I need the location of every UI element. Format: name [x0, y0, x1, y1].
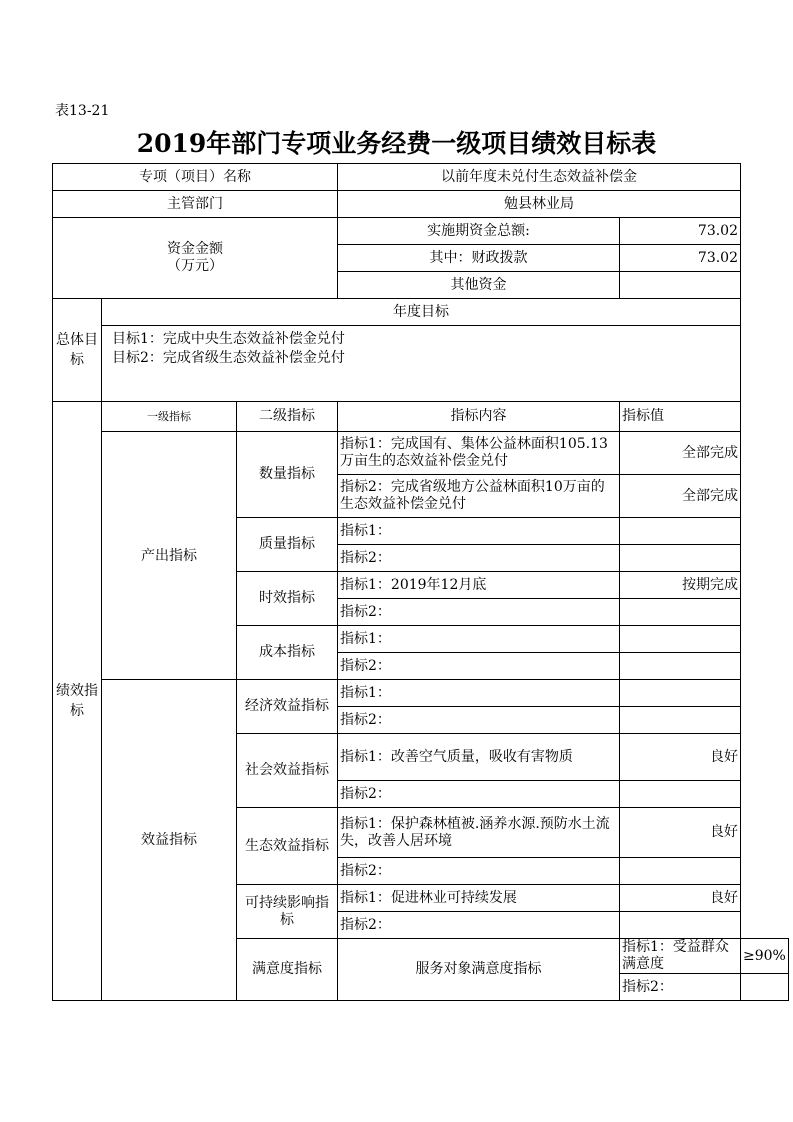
satisfaction-indicator-label: 满意度指标 — [237, 939, 338, 1001]
service-label: 服务对象满意度指标 — [338, 939, 620, 1001]
indicator-content: 指标2： — [338, 858, 620, 885]
indicator-value — [620, 518, 741, 545]
col-value-header: 指标值 — [620, 402, 741, 432]
indicator-value: 全部完成 — [620, 432, 741, 475]
indicator-content: 指标2： — [338, 707, 620, 734]
indicator-content: 指标2： — [338, 781, 620, 808]
indicator-value: 良好 — [620, 734, 741, 781]
indicator-content: 指标2： — [620, 974, 741, 1001]
indicator-content: 指标2： — [338, 599, 620, 626]
indicator-value — [620, 599, 741, 626]
indicator-content: 指标2：完成省级地方公益林面积10万亩的生态效益补偿金兑付 — [338, 475, 620, 518]
output-indicator-label: 产出指标 — [102, 432, 237, 680]
indicator-content: 指标1：受益群众满意度 — [620, 939, 741, 974]
indicator-value — [620, 653, 741, 680]
col-level1-header: 一级指标 — [102, 402, 237, 432]
fund-label: 资金金额 — [167, 241, 223, 257]
indicator-content: 指标2： — [338, 545, 620, 572]
total-fund-value: 73.02 — [620, 218, 741, 245]
performance-table — [52, 163, 789, 1001]
sustainable-label: 可持续影响指标 — [237, 885, 338, 939]
social-label: 社会效益指标 — [237, 734, 338, 808]
quantity-label: 数量指标 — [237, 432, 338, 518]
total-fund-label: 实施期资金总额: — [338, 218, 620, 245]
timeliness-label: 时效指标 — [237, 572, 338, 626]
indicator-value: 良好 — [620, 808, 741, 858]
page-title: 2019年部门专项业务经费一级项目绩效目标表 — [136, 129, 657, 158]
dept-value: 勉县林业局 — [338, 191, 741, 218]
economic-label: 经济效益指标 — [237, 680, 338, 734]
cost-label: 成本指标 — [237, 626, 338, 680]
fiscal-fund-label: 其中：财政拨款 — [338, 245, 620, 272]
fiscal-fund-value: 73.02 — [620, 245, 741, 272]
other-fund-label: 其他资金 — [338, 272, 620, 299]
indicator-content: 指标1： — [338, 518, 620, 545]
indicator-value — [620, 707, 741, 734]
col-level2-header: 二级指标 — [237, 402, 338, 432]
table-code: 表13-21 — [55, 103, 110, 119]
year-goal-header: 年度目标 — [102, 299, 741, 326]
indicator-content: 指标1：2019年12月底 — [338, 572, 620, 599]
indicator-content: 指标2： — [338, 912, 620, 939]
indicator-content: 指标1：完成国有、集体公益林面积105.13万亩生的态效益补偿金兑付 — [338, 432, 620, 475]
goal-item: 目标2：完成省级生态效益补偿金兑付 — [112, 350, 345, 366]
indicator-value: 良好 — [620, 885, 741, 912]
project-name-value: 以前年度未兑付生态效益补偿金 — [338, 164, 741, 191]
indicator-value — [620, 545, 741, 572]
indicator-value — [741, 974, 789, 1001]
benefit-indicator-label: 效益指标 — [102, 680, 237, 1001]
other-fund-value — [620, 272, 741, 299]
indicator-value — [620, 912, 741, 939]
indicator-value — [620, 781, 741, 808]
fund-unit: （万元） — [167, 258, 223, 274]
project-name-label: 专项（项目）名称 — [53, 164, 338, 191]
indicator-value — [620, 626, 741, 653]
indicator-value — [620, 680, 741, 707]
indicator-value: 全部完成 — [620, 475, 741, 518]
indicator-content: 指标1： — [338, 680, 620, 707]
year-goal-content — [102, 326, 741, 402]
overall-goal-label: 总体目标 — [53, 299, 102, 402]
perf-indicator-label: 绩效指标 — [53, 402, 102, 1001]
ecological-label: 生态效益指标 — [237, 808, 338, 885]
indicator-content: 指标1：保护森林植被.涵养水源.预防水土流失，改善人居环境 — [338, 808, 620, 858]
indicator-content: 指标1： — [338, 626, 620, 653]
col-content-header: 指标内容 — [338, 402, 620, 432]
indicator-content: 指标2： — [338, 653, 620, 680]
indicator-content: 指标1：改善空气质量，吸收有害物质 — [338, 734, 620, 781]
fund-label-cell — [53, 218, 338, 299]
indicator-value: ≥90% — [741, 939, 789, 974]
indicator-content: 指标1：促进林业可持续发展 — [338, 885, 620, 912]
indicator-value: 按期完成 — [620, 572, 741, 599]
quality-label: 质量指标 — [237, 518, 338, 572]
goal-item: 目标1：完成中央生态效益补偿金兑付 — [112, 331, 345, 347]
indicator-value — [620, 858, 741, 885]
dept-label: 主管部门 — [53, 191, 338, 218]
